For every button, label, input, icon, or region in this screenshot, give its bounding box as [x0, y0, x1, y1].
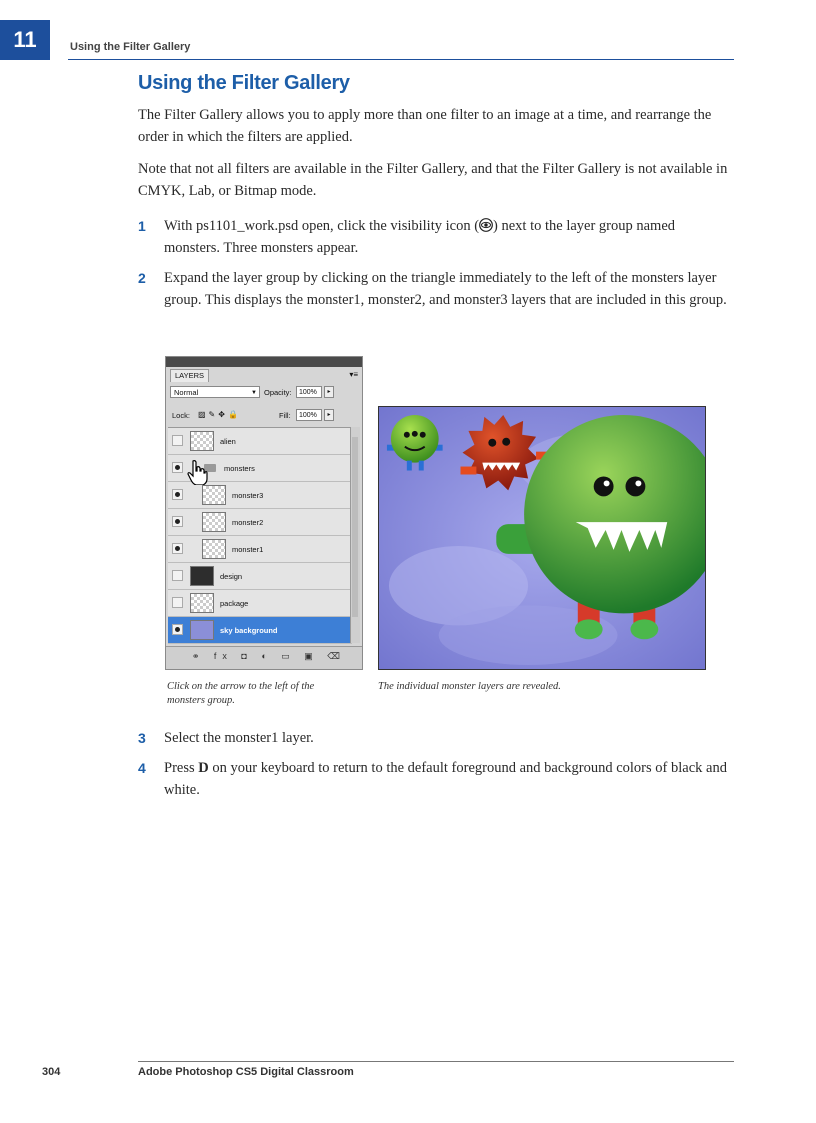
layer-thumbnail [202, 539, 226, 559]
chevron-down-icon: ▼ [251, 390, 257, 396]
layer-name: monsters [224, 464, 255, 473]
footer-rule [138, 1061, 734, 1062]
layers-scrollbar[interactable] [350, 427, 360, 643]
visibility-toggle[interactable] [172, 624, 183, 635]
layers-panel [165, 356, 363, 670]
layer-thumbnail [190, 593, 214, 613]
paragraph-note: Note that not all filters are available in the Filter Gallery, and that the Filter Gallery is not available in CMYK, Lab, or Bitmap mode. [138, 161, 728, 199]
layer-row-sky-background[interactable] [168, 617, 352, 644]
layer-row-monster3[interactable] [168, 482, 352, 509]
lock-icons[interactable]: ▨✎✥🔒 [198, 410, 241, 419]
panel-action-icons[interactable]: ⚭ fx ◘ ◐ ▭ ▣ ⌫ [191, 651, 346, 661]
visibility-toggle[interactable] [172, 543, 183, 554]
visibility-toggle[interactable] [172, 489, 183, 500]
layer-name: package [220, 599, 249, 608]
page-number: 304 [42, 1066, 61, 1078]
layer-row-monster2[interactable] [168, 509, 352, 536]
caption-right: The individual monster layers are revealed. [378, 681, 561, 692]
running-head: Using the Filter Gallery [70, 41, 191, 53]
layer-thumbnail [202, 512, 226, 532]
visibility-toggle[interactable] [172, 597, 183, 608]
step-text: Expand the layer group by clicking on the triangle immediately to the left of the monsters layer group. This displays the monster1, monster2, and monster3 layers that are included in this group. [164, 270, 727, 308]
opacity-input[interactable]: 100% [296, 386, 322, 398]
layer-row-alien[interactable] [168, 428, 352, 455]
layer-name: sky background [220, 626, 278, 635]
step-text: With ps1101_work.psd open, click the visibility icon ( ) next to the layer group named monsters. Three monsters appear. [164, 218, 676, 256]
layer-name: design [220, 572, 243, 581]
layer-name: monster3 [232, 491, 264, 500]
keyboard-key: D [198, 760, 209, 776]
layer-name: monster2 [232, 518, 264, 527]
fill-label: Fill: [279, 411, 291, 420]
paragraph-intro: The Filter Gallery allows you to apply more than one filter to an image at a time, and rearrange the order in which the filters are applied. [138, 107, 712, 145]
panel-menu-icon[interactable]: ▾≡ [349, 370, 358, 379]
eye-icon [479, 218, 493, 232]
visibility-toggle[interactable] [172, 570, 183, 581]
fill-input[interactable]: 100% [296, 409, 322, 421]
step-text: Select the monster1 layer. [164, 730, 314, 746]
layer-name: monster1 [232, 545, 264, 554]
visibility-toggle[interactable] [172, 435, 183, 446]
layer-row-design[interactable] [168, 563, 352, 590]
opacity-label: Opacity: [264, 388, 292, 397]
hand-cursor-icon [186, 459, 208, 485]
step-number: 2 [138, 270, 146, 286]
lock-label: Lock: [172, 411, 190, 420]
header-rule [68, 59, 734, 60]
blend-mode-select[interactable]: Normal ▼ [170, 386, 260, 398]
chapter-number-badge: 11 [0, 20, 50, 60]
monster-scene-image [378, 406, 706, 670]
layer-row-package[interactable] [168, 590, 352, 617]
panel-title-bar [166, 357, 362, 367]
visibility-toggle[interactable] [172, 516, 183, 527]
layer-thumbnail [190, 431, 214, 451]
layer-thumbnail [202, 485, 226, 505]
fill-arrow-button[interactable]: ▸ [324, 409, 334, 421]
caption-left: Click on the arrow to the left of the monsters group. [167, 681, 315, 706]
step-number: 1 [138, 218, 146, 234]
step-number: 4 [138, 760, 146, 776]
step-number: 3 [138, 730, 146, 746]
section-title: Using the Filter Gallery [138, 72, 350, 94]
book-title: Adobe Photoshop CS5 Digital Classroom [138, 1066, 354, 1078]
opacity-arrow-button[interactable]: ▸ [324, 386, 334, 398]
layer-thumbnail [190, 620, 214, 640]
layer-thumbnail [190, 566, 214, 586]
step-text: Press D on your keyboard to return to the default foreground and background colors of black and white. [164, 760, 727, 798]
panel-bottom-toolbar [166, 646, 362, 669]
layers-tab[interactable]: LAYERS [170, 369, 209, 382]
layer-name: alien [220, 437, 236, 446]
layer-row-monster1[interactable] [168, 536, 352, 563]
visibility-toggle[interactable] [172, 462, 183, 473]
